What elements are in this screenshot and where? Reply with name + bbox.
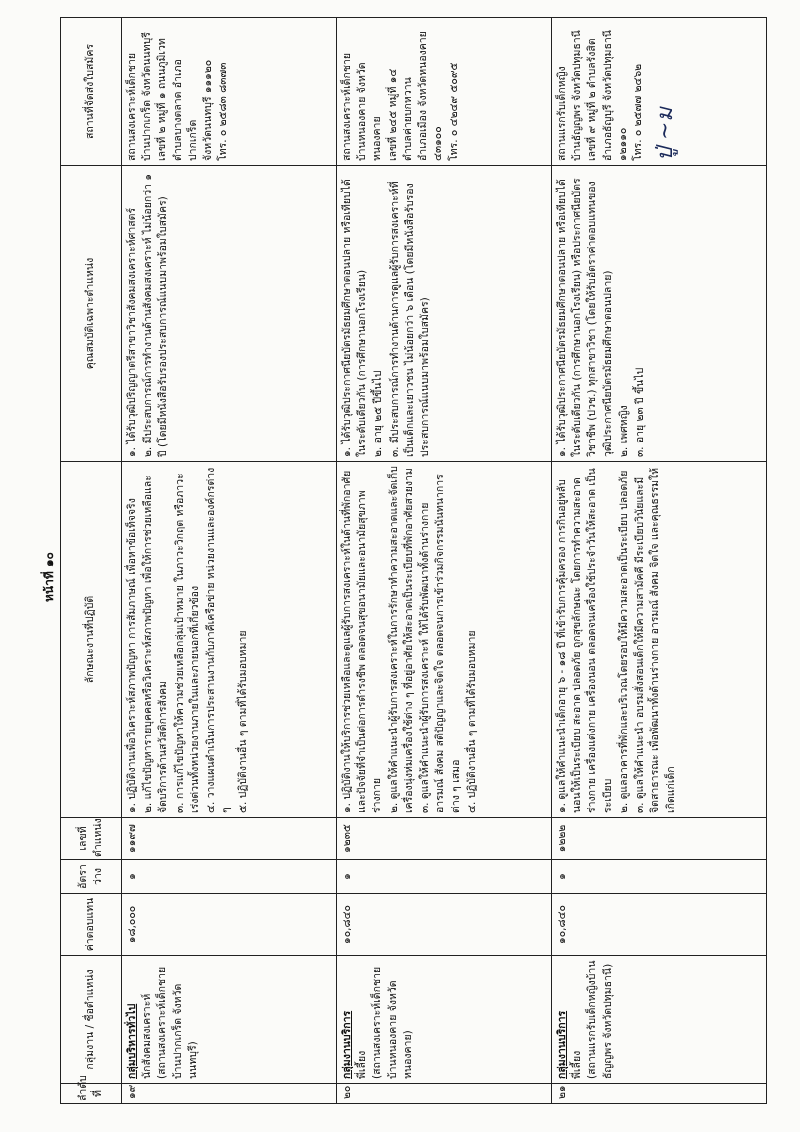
duties-item: ๒. แก้ไขปัญหารายบุคคลหรือวิเคราะห์สภาพปัญหา เพื่อให้การช่วยเหลือและจัดบริการด้านสวัสดิการสังคม [142, 475, 170, 813]
group-name: กลุ่มงานบริการ [556, 1010, 568, 1079]
qualifications-list [555, 170, 648, 457]
header-location: สถานที่จัดส่งใบสมัคร [61, 18, 122, 166]
count-value: ๑ [341, 873, 353, 880]
address-line: โทร. ๐ ๒๕๘๓ ๘๓๗๓ [217, 62, 230, 161]
address-line: ๔๓๑๐๐ [432, 126, 445, 161]
page-number: หน้าที่ ๑๐ [42, 552, 56, 602]
duties-cell [552, 462, 767, 818]
unit-name: (สถานสงเคราะห์เด็กชายบ้านหนองคาย จังหวัดหนองคาย) [371, 966, 414, 1079]
duties-item: ๔. วางแผนดำเนินการประสานงานกับภาคีเครือข่าย หน่วยงานและองค์กรต่าง ๆ [205, 467, 233, 813]
row-number-cell [122, 1084, 337, 1104]
position-cell [552, 956, 767, 1084]
job-positions-table [60, 17, 767, 1104]
row-number-cell [337, 1084, 552, 1104]
pos-no-value: ๑๑๙๗ [126, 824, 138, 853]
duties-list [555, 466, 679, 813]
location-cell [122, 18, 337, 166]
position-name: พี่เลี้ยง [356, 1050, 369, 1079]
table-row [552, 18, 767, 1104]
count-cell [122, 860, 337, 894]
duties-cell [337, 462, 552, 818]
address-line: สถานสงเคราะห์เด็กชาย [341, 52, 353, 161]
address-line: อำเภอธัญบุรี จังหวัดปทุมธานี [601, 30, 614, 161]
header-position: กลุ่มงาน / ชื่อตำแหน่ง [61, 956, 122, 1084]
address-line: จังหวัดนนทบุรี ๑๑๑๒๐ [202, 59, 215, 161]
address-line: เลขที่ ๒ หมู่ที่ ๑ ถนนภูมิเวท [156, 38, 169, 161]
row-number: ๒๐ [341, 1085, 353, 1099]
pos-no-value: ๑๒๓๕ [341, 824, 353, 853]
header-qualifications: คุณสมบัติเฉพาะตำแหน่ง [61, 166, 122, 462]
address-line: สถานสงเคราะห์เด็กชาย [126, 52, 138, 161]
duties-item: ๔. ปฏิบัติงานอื่น ๆ ตามที่ได้รับมอบหมาย [465, 630, 478, 813]
position-name: นักสังคมสงเคราะห์ [141, 993, 154, 1079]
qualifications-cell [337, 166, 552, 462]
header-count: อัตราว่าง [61, 860, 122, 894]
duties-item: ๓. ดูแลให้คำแนะนำ อบรมสั่งสอนเด็กให้มีความสามัคคี มีระเบียบวินัยและมีจิตสาธารณะ เพื่อพัฒนาทั้งด้านร่างกาย อารมณ์ สังคม จิตใจ และคุณธรรมให้เกิดแก่เด็ก [634, 467, 677, 813]
location-cell [337, 18, 552, 166]
position-cell [337, 956, 552, 1084]
salary-cell [552, 894, 767, 956]
unit-name: (สถานสงเคราะห์เด็กชายบ้านปากเกร็ด จังหวัดนนทบุรี) [156, 966, 199, 1079]
address-line: เลขที่ ๒๔๕ หมู่ที่ ๑๔ [386, 68, 399, 161]
qualifications-list [125, 170, 172, 457]
address-line: โทร. ๐ ๔๒๔๙ ๕๐๙๕ [447, 62, 460, 161]
header-pos-no: เลขที่ตำแหน่ง [61, 818, 122, 860]
salary-value: ๑๐,๘๔๐ [341, 905, 353, 944]
address-line: ๑๒๑๑๐ [616, 127, 629, 161]
table-row [337, 18, 552, 1104]
row-number: ๑๙ [126, 1084, 138, 1099]
pos-no-cell [122, 818, 337, 860]
qualifications-list [340, 170, 433, 457]
duties-cell [122, 462, 337, 818]
duties-item: ๑. ปฏิบัติงานเพื่อวิเคราะห์สภาพปัญหา การสัมภาษณ์ เพื่อหาข้อเท็จจริง [126, 498, 138, 813]
duties-item: ๓. ดูแลให้คำแนะนำผู้รับการสงเคราะห์ ให้ได้รับพัฒนาทั้งด้านร่างกาย อารมณ์ สังคม สติปัญญาและจิตใจ ตลอดจนการเข้าร่วมกิจกรรมนันทนาการต่าง ๆ เสมอ [419, 474, 462, 813]
salary-value: ๑๐,๘๔๐ [556, 905, 568, 944]
salary-cell [337, 894, 552, 956]
qualifications-item: ๒. อายุ ๒๕ ปีขึ้นไป [372, 370, 385, 457]
header-duties: ลักษณะงานที่ปฏิบัติ [61, 462, 122, 818]
address-line: สถานแรกรับเด็กหญิง [556, 66, 568, 161]
qualifications-item: ๒. เพศหญิง [617, 405, 630, 457]
pos-no-cell [337, 818, 552, 860]
table-row [122, 18, 337, 1104]
address-line: โทร. ๐ ๒๕๗๗ ๒๔๖๒ [632, 63, 645, 161]
count-cell [337, 860, 552, 894]
pos-no-value: ๑๒๒๒ [556, 824, 568, 853]
address-line: อำเภอเมือง จังหวัดหนองคาย [417, 31, 430, 161]
address-line: ตำบลค่ายบกหวาน [401, 77, 414, 161]
duties-item: ๑. ดูแลให้คำแนะนำเด็กอายุ ๖ - ๑๘ ปี ที่เข้ารับการคุ้มครอง การกินอยู่หลับนอนให้เป็นระเบียบ สะอาด ปลอดภัย ถูกสุขลักษณะ โดยการทำความสะอาดร่างกาย เครื่องแต่งกาย เครื่องนอน ตลอดจนเครื่องใช้ประจำวันให้สะอาด เป็นระเบียบ [556, 468, 614, 813]
group-name: กลุ่มบริหารทั่วไป [126, 1003, 138, 1079]
qualifications-cell [122, 166, 337, 462]
duties-item: ๑. ปฏิบัติงานให้บริการช่วยเหลือและดูแลผู้รับการสงเคราะห์ในด้านที่พักอาศัยและปัจจัยที่จำเป็นต่อการดำรงชีพ ตลอดจนสุขอนามัยและอนามัยสุขภาพร่างกาย [341, 470, 384, 813]
qualifications-item: ๓. มีประสบการณ์การทำงานด้านการดูแลผู้รับการสงเคราะห์ที่เป็นเด็กและเยาวชน ไม่น้อยกว่า ๖ เดือน (โดยมีหนังสือรับรองประสบการณ์แนบมาพร้อมใบสมัคร) [388, 181, 432, 457]
address-line: ตำบลบางตลาด อำเภอปากเกร็ด [171, 59, 199, 161]
qualifications-item: ๑. ได้รับวุฒิประกาศนียบัตรมัธยมศึกษาตอนปลาย หรือเทียบได้ในระดับเดียวกัน (การศึกษานอกโรงเรียน) [341, 179, 369, 457]
qualifications-item: ๑. ได้รับวุฒิปริญญาตรีสาขาวิชาสังคมสงเคราะห์ศาสตร์ [126, 207, 138, 457]
position-cell [122, 956, 337, 1084]
duties-list [340, 466, 480, 813]
address-line: บ้านหนองคาย จังหวัดหนองคาย [356, 62, 384, 161]
position-name: พี่เลี้ยง [571, 1050, 584, 1079]
signature-mark: ปู่ ~ม [653, 107, 679, 161]
salary-value: ๑๘,๐๐๐ [126, 905, 138, 944]
group-name: กลุ่มงานบริการ [341, 1010, 353, 1079]
duties-item: ๕. ปฏิบัติงานอื่น ๆ ตามที่ได้รับมอบหมาย [236, 630, 249, 813]
address-line: บ้านธัญญพร จังหวัดปทุมธานี [571, 30, 584, 161]
duties-list [125, 466, 251, 813]
pos-no-cell [552, 818, 767, 860]
duties-item: ๒. ดูแลอาคารที่พักและบริเวณโดยรอบให้มีความสะอาดเป็นระเบียบ ปลอดภัย [617, 470, 630, 813]
count-value: ๑ [126, 873, 138, 880]
qualifications-item: ๓. อายุ ๒๓ ปี ขึ้นไป [634, 367, 647, 457]
row-number: ๒๑ [556, 1085, 568, 1099]
table-header-row [61, 18, 122, 1104]
header-salary: ค่าตอบแทน [61, 894, 122, 956]
address-line: บ้านปากเกร็ด จังหวัดนนทบุรี [141, 32, 154, 161]
count-cell [552, 860, 767, 894]
location-cell [552, 18, 767, 166]
salary-cell [122, 894, 337, 956]
duties-item: ๓. การแก้ไขปัญหาให้ความช่วยเหลือกลุ่มเป้าหมาย ในภาวะวิกฤต หรือภาวะเร่งด่วนทั้งหน่วยงานภายในและภายนอกที่เกี่ยวข้อง [173, 473, 201, 813]
count-value: ๑ [556, 873, 568, 880]
qualifications-item: ๑. ได้รับวุฒิประกาศนียบัตรมัธยมศึกษาตอนปลาย หรือเทียบได้ในระดับเดียวกัน (การศึกษานอกโรงเรียน) หรือประกาศนียบัตรวิชาชีพ (ปวช.) ทุกสาขาวิชา (โดยให้รับอัตราค่าตอบแทนของวุฒิประกาศนียบัตรมัธยมศึกษาตอนปลาย) [556, 178, 614, 457]
row-number-cell [552, 1084, 767, 1104]
address-line: เลขที่ ๙ หมู่ที่ ๒ ตำบลรังสิต [586, 38, 599, 161]
header-no: ลำดับที่ [61, 1084, 122, 1104]
qualifications-item: ๒. มีประสบการณ์การทำงานด้านสังคมสงเคราะห์ ไม่น้อยกว่า ๑ ปี (โดยมีหนังสือรับรองประสบการณ์แนบมาพร้อมใบสมัคร) [142, 173, 170, 457]
qualifications-cell [552, 166, 767, 462]
duties-item: ๒. ดูแลให้คำแนะนำผู้รับการสงเคราะห์ในการรักษาทำความสะอาดและจัดเก็บเครื่องนุ่งห่มเครื่องใช้ต่าง ๆ ที่อยู่อาศัยให้สะอาดเป็นระเบียบที่พักอาศัยสวยงาม [387, 466, 415, 813]
unit-name: (สถานแรกรับเด็กหญิงบ้านธัญญพร จังหวัดปทุมธานี) [586, 960, 614, 1079]
